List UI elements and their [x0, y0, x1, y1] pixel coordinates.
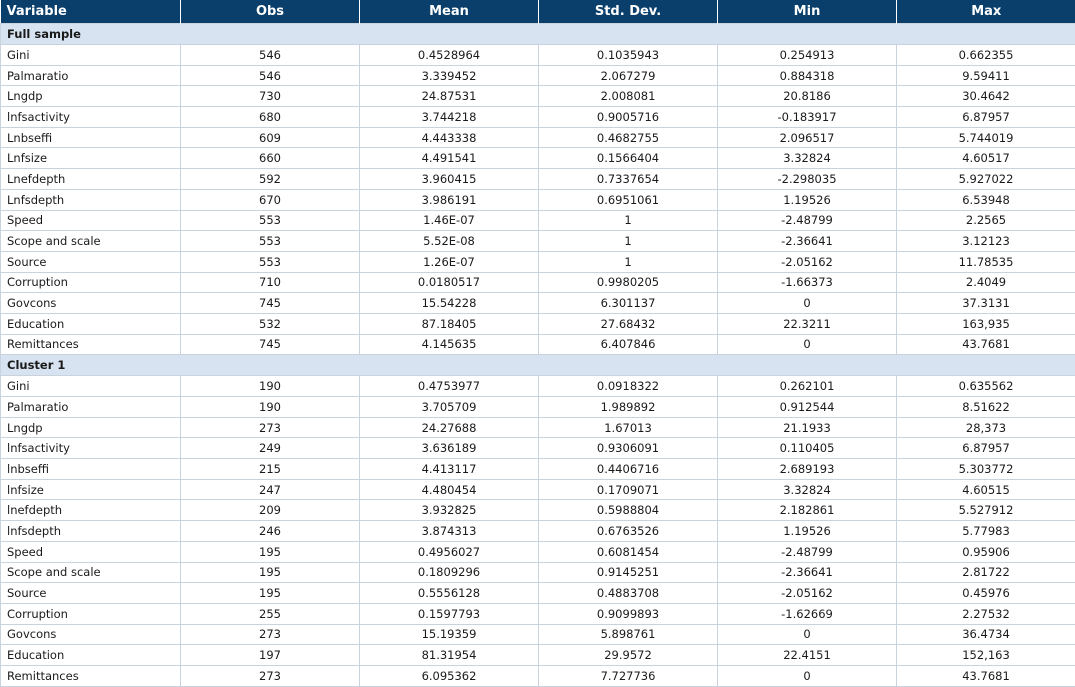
cell-max: 5.744019 [897, 127, 1075, 148]
table-row [1, 521, 1075, 542]
cell-min: -2.05162 [718, 583, 897, 604]
cell-max: 2.81722 [897, 562, 1075, 583]
cell-std-dev: 1 [539, 251, 718, 272]
cell-min: 0 [718, 624, 897, 645]
cell-max: 5.303772 [897, 459, 1075, 480]
cell-obs: 195 [181, 583, 360, 604]
cell-min: 22.4151 [718, 645, 897, 666]
cell-mean: 3.960415 [360, 169, 539, 190]
cell-max: 0.635562 [897, 376, 1075, 397]
cell-variable: lnfsactivity [1, 438, 181, 459]
cell-mean: 0.0180517 [360, 272, 539, 293]
cell-max: 2.27532 [897, 603, 1075, 624]
cell-std-dev: 0.9306091 [539, 438, 718, 459]
cell-mean: 24.87531 [360, 86, 539, 107]
table-row [1, 334, 1075, 355]
cell-min: -1.62669 [718, 603, 897, 624]
header-std-dev: Std. Dev. [539, 0, 718, 24]
cell-min: 20.8186 [718, 86, 897, 107]
cell-obs: 273 [181, 417, 360, 438]
cell-obs: 273 [181, 624, 360, 645]
cell-std-dev: 0.4883708 [539, 583, 718, 604]
cell-min: -2.298035 [718, 169, 897, 190]
cell-obs: 553 [181, 231, 360, 252]
table-row [1, 459, 1075, 480]
cell-mean: 1.26E-07 [360, 251, 539, 272]
cell-mean: 3.744218 [360, 107, 539, 128]
table-row [1, 231, 1075, 252]
cell-obs: 710 [181, 272, 360, 293]
table-header [1, 0, 1075, 24]
cell-obs: 745 [181, 293, 360, 314]
cell-std-dev: 0.1035943 [539, 45, 718, 66]
cell-max: 152,163 [897, 645, 1075, 666]
table-row [1, 313, 1075, 334]
cell-max: 0.662355 [897, 45, 1075, 66]
cell-std-dev: 0.1566404 [539, 148, 718, 169]
table-row [1, 65, 1075, 86]
cell-max: 6.87957 [897, 438, 1075, 459]
section-title: Cluster 1 [1, 355, 1075, 376]
cell-max: 163,935 [897, 313, 1075, 334]
cell-min: 2.182861 [718, 500, 897, 521]
cell-obs: 609 [181, 127, 360, 148]
cell-obs: 190 [181, 376, 360, 397]
cell-variable: Education [1, 313, 181, 334]
cell-obs: 215 [181, 459, 360, 480]
cell-min: 2.096517 [718, 127, 897, 148]
cell-variable: Lnbseffi [1, 127, 181, 148]
cell-obs: 273 [181, 665, 360, 686]
table-row [1, 500, 1075, 521]
cell-mean: 0.4528964 [360, 45, 539, 66]
cell-max: 28,373 [897, 417, 1075, 438]
cell-max: 2.4049 [897, 272, 1075, 293]
cell-min: -2.48799 [718, 210, 897, 231]
cell-max: 4.60515 [897, 479, 1075, 500]
cell-variable: lnfsactivity [1, 107, 181, 128]
cell-variable: lnfsize [1, 479, 181, 500]
cell-obs: 680 [181, 107, 360, 128]
cell-variable: Speed [1, 541, 181, 562]
cell-obs: 195 [181, 562, 360, 583]
header-obs: Obs [181, 0, 360, 24]
cell-max: 5.77983 [897, 521, 1075, 542]
cell-min: -2.36641 [718, 231, 897, 252]
cell-min: 0 [718, 293, 897, 314]
cell-obs: 190 [181, 397, 360, 418]
cell-obs: 730 [181, 86, 360, 107]
cell-variable: Scope and scale [1, 562, 181, 583]
cell-min: -1.66373 [718, 272, 897, 293]
cell-min: 0.110405 [718, 438, 897, 459]
cell-mean: 24.27688 [360, 417, 539, 438]
cell-min: 22.3211 [718, 313, 897, 334]
table-row [1, 210, 1075, 231]
cell-std-dev: 0.9005716 [539, 107, 718, 128]
cell-variable: lnfsdepth [1, 521, 181, 542]
table-row [1, 479, 1075, 500]
table-row [1, 645, 1075, 666]
cell-max: 6.53948 [897, 189, 1075, 210]
cell-mean: 3.705709 [360, 397, 539, 418]
cell-min: 2.689193 [718, 459, 897, 480]
cell-mean: 1.46E-07 [360, 210, 539, 231]
cell-min: -0.183917 [718, 107, 897, 128]
header-row [1, 0, 1075, 24]
cell-std-dev: 0.4406716 [539, 459, 718, 480]
cell-mean: 0.1597793 [360, 603, 539, 624]
cell-mean: 5.52E-08 [360, 231, 539, 252]
cell-std-dev: 0.0918322 [539, 376, 718, 397]
cell-variable: lnefdepth [1, 500, 181, 521]
cell-std-dev: 0.7337654 [539, 169, 718, 190]
table-row [1, 251, 1075, 272]
cell-std-dev: 0.6951061 [539, 189, 718, 210]
cell-obs: 660 [181, 148, 360, 169]
cell-variable: Remittances [1, 665, 181, 686]
cell-std-dev: 1 [539, 210, 718, 231]
table-row [1, 127, 1075, 148]
cell-std-dev: 0.9980205 [539, 272, 718, 293]
cell-std-dev: 2.067279 [539, 65, 718, 86]
cell-variable: Scope and scale [1, 231, 181, 252]
cell-mean: 15.19359 [360, 624, 539, 645]
cell-min: -2.36641 [718, 562, 897, 583]
cell-std-dev: 0.4682755 [539, 127, 718, 148]
cell-max: 36.4734 [897, 624, 1075, 645]
cell-mean: 3.636189 [360, 438, 539, 459]
table-row [1, 562, 1075, 583]
cell-mean: 0.4956027 [360, 541, 539, 562]
table-row [1, 148, 1075, 169]
cell-obs: 255 [181, 603, 360, 624]
cell-variable: Corruption [1, 272, 181, 293]
cell-mean: 81.31954 [360, 645, 539, 666]
cell-variable: Palmaratio [1, 397, 181, 418]
cell-max: 43.7681 [897, 334, 1075, 355]
cell-mean: 15.54228 [360, 293, 539, 314]
cell-obs: 209 [181, 500, 360, 521]
cell-mean: 3.339452 [360, 65, 539, 86]
cell-std-dev: 0.9145251 [539, 562, 718, 583]
header-variable: Variable [1, 0, 181, 24]
cell-obs: 247 [181, 479, 360, 500]
cell-variable: Corruption [1, 603, 181, 624]
cell-min: 21.1933 [718, 417, 897, 438]
cell-std-dev: 0.1709071 [539, 479, 718, 500]
cell-std-dev: 1.989892 [539, 397, 718, 418]
cell-obs: 745 [181, 334, 360, 355]
table-row [1, 624, 1075, 645]
cell-std-dev: 5.898761 [539, 624, 718, 645]
cell-obs: 249 [181, 438, 360, 459]
cell-min: 3.32824 [718, 479, 897, 500]
cell-max: 43.7681 [897, 665, 1075, 686]
table-row [1, 272, 1075, 293]
cell-std-dev: 0.9099893 [539, 603, 718, 624]
cell-obs: 246 [181, 521, 360, 542]
cell-variable: Speed [1, 210, 181, 231]
cell-obs: 197 [181, 645, 360, 666]
cell-mean: 6.095362 [360, 665, 539, 686]
table-row [1, 86, 1075, 107]
table-row [1, 293, 1075, 314]
cell-min: 1.19526 [718, 189, 897, 210]
header-mean: Mean [360, 0, 539, 24]
table-row [1, 397, 1075, 418]
cell-obs: 553 [181, 251, 360, 272]
cell-variable: Gini [1, 45, 181, 66]
cell-variable: Palmaratio [1, 65, 181, 86]
cell-std-dev: 1 [539, 231, 718, 252]
cell-max: 0.45976 [897, 583, 1075, 604]
cell-max: 30.4642 [897, 86, 1075, 107]
cell-max: 9.59411 [897, 65, 1075, 86]
cell-min: 0.254913 [718, 45, 897, 66]
cell-mean: 87.18405 [360, 313, 539, 334]
cell-variable: Source [1, 583, 181, 604]
cell-std-dev: 6.407846 [539, 334, 718, 355]
table-row [1, 583, 1075, 604]
cell-std-dev: 0.5988804 [539, 500, 718, 521]
cell-std-dev: 0.6081454 [539, 541, 718, 562]
table-row [1, 603, 1075, 624]
table-row [1, 665, 1075, 686]
table-row [1, 189, 1075, 210]
cell-mean: 4.413117 [360, 459, 539, 480]
cell-mean: 3.874313 [360, 521, 539, 542]
cell-variable: Remittances [1, 334, 181, 355]
cell-mean: 0.4753977 [360, 376, 539, 397]
cell-variable: Lnefdepth [1, 169, 181, 190]
cell-min: 0 [718, 334, 897, 355]
cell-variable: Source [1, 251, 181, 272]
cell-min: 0.262101 [718, 376, 897, 397]
cell-mean: 3.932825 [360, 500, 539, 521]
table-row [1, 417, 1075, 438]
cell-mean: 4.480454 [360, 479, 539, 500]
cell-std-dev: 2.008081 [539, 86, 718, 107]
cell-max: 5.927022 [897, 169, 1075, 190]
table-row [1, 541, 1075, 562]
cell-max: 11.78535 [897, 251, 1075, 272]
cell-min: 1.19526 [718, 521, 897, 542]
cell-variable: Lnfsize [1, 148, 181, 169]
cell-min: -2.05162 [718, 251, 897, 272]
cell-std-dev: 27.68432 [539, 313, 718, 334]
cell-mean: 4.443338 [360, 127, 539, 148]
cell-variable: Lngdp [1, 86, 181, 107]
cell-max: 2.2565 [897, 210, 1075, 231]
cell-min: 0.912544 [718, 397, 897, 418]
table-row [1, 438, 1075, 459]
cell-mean: 4.145635 [360, 334, 539, 355]
cell-mean: 0.5556128 [360, 583, 539, 604]
section-header-row [1, 355, 1075, 376]
cell-obs: 553 [181, 210, 360, 231]
table-body [1, 24, 1075, 687]
cell-variable: Govcons [1, 624, 181, 645]
cell-obs: 532 [181, 313, 360, 334]
section-header-row [1, 24, 1075, 45]
cell-max: 4.60517 [897, 148, 1075, 169]
cell-max: 6.87957 [897, 107, 1075, 128]
cell-max: 5.527912 [897, 500, 1075, 521]
cell-obs: 546 [181, 45, 360, 66]
cell-variable: lnbseffi [1, 459, 181, 480]
cell-min: 0.884318 [718, 65, 897, 86]
cell-mean: 3.986191 [360, 189, 539, 210]
cell-obs: 195 [181, 541, 360, 562]
cell-min: 3.32824 [718, 148, 897, 169]
table-row [1, 45, 1075, 66]
header-min: Min [718, 0, 897, 24]
cell-variable: Lngdp [1, 417, 181, 438]
cell-std-dev: 1.67013 [539, 417, 718, 438]
cell-max: 37.3131 [897, 293, 1075, 314]
cell-std-dev: 29.9572 [539, 645, 718, 666]
table-row [1, 376, 1075, 397]
cell-obs: 592 [181, 169, 360, 190]
cell-min: 0 [718, 665, 897, 686]
cell-mean: 4.491541 [360, 148, 539, 169]
section-title: Full sample [1, 24, 1075, 45]
cell-min: -2.48799 [718, 541, 897, 562]
cell-obs: 670 [181, 189, 360, 210]
cell-obs: 546 [181, 65, 360, 86]
cell-variable: Gini [1, 376, 181, 397]
cell-max: 8.51622 [897, 397, 1075, 418]
cell-std-dev: 6.301137 [539, 293, 718, 314]
cell-mean: 0.1809296 [360, 562, 539, 583]
cell-max: 3.12123 [897, 231, 1075, 252]
header-max: Max [897, 0, 1075, 24]
cell-variable: Govcons [1, 293, 181, 314]
cell-std-dev: 0.6763526 [539, 521, 718, 542]
cell-variable: Lnfsdepth [1, 189, 181, 210]
cell-std-dev: 7.727736 [539, 665, 718, 686]
cell-max: 0.95906 [897, 541, 1075, 562]
table-row [1, 169, 1075, 190]
table-row [1, 107, 1075, 128]
cell-variable: Education [1, 645, 181, 666]
